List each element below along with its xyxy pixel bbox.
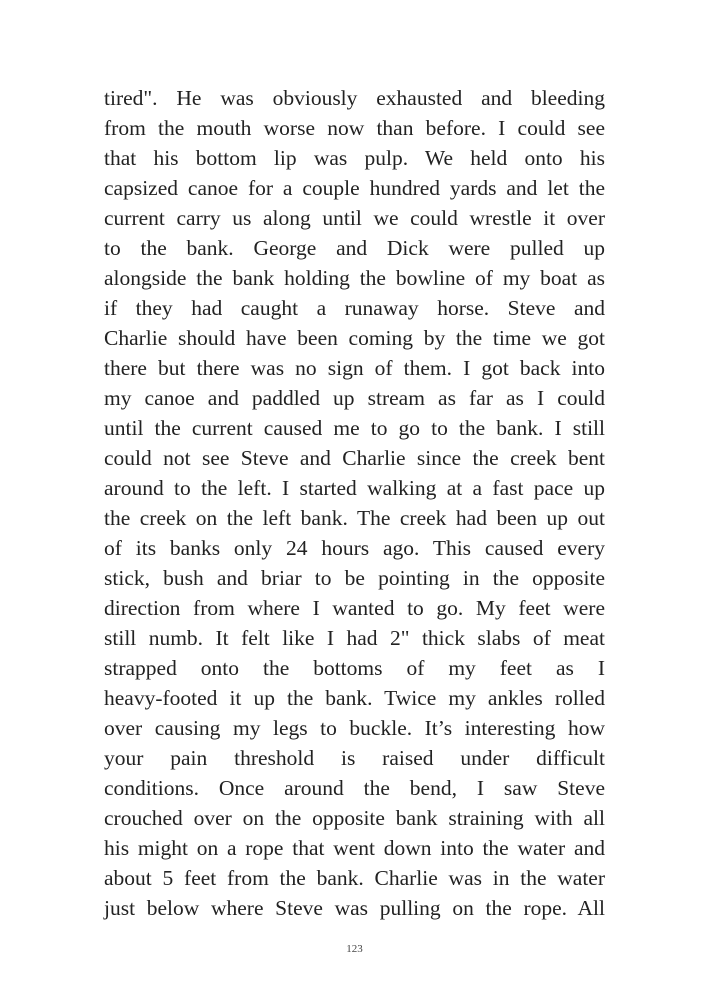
- text-line: stick, bush and briar to be pointing in the opposite: [104, 566, 605, 590]
- text-line: over causing my legs to buckle. It’s interesting how: [104, 716, 605, 740]
- text-line: tired". He was obviously exhausted and bleeding: [104, 86, 605, 110]
- text-line: my canoe and paddled up stream as far as I could: [104, 386, 605, 410]
- text-line: to the bank. George and Dick were pulled up: [104, 236, 605, 260]
- page-number: 123: [346, 943, 363, 955]
- text-line: direction from where I wanted to go. My feet were: [104, 596, 605, 620]
- body-paragraph: [104, 83, 605, 923]
- text-line: his might on a rope that went down into the water and: [104, 836, 605, 860]
- text-line: from the mouth worse now than before. I could see: [104, 116, 605, 140]
- text-line: conditions. Once around the bend, I saw Steve: [104, 776, 605, 800]
- text-line: that his bottom lip was pulp. We held onto his: [104, 146, 605, 170]
- text-line: about 5 feet from the bank. Charlie was in the water: [104, 866, 605, 890]
- text-line: alongside the bank holding the bowline of my boat as: [104, 266, 605, 290]
- text-line: of its banks only 24 hours ago. This caused every: [104, 536, 605, 560]
- text-line: there but there was no sign of them. I got back into: [104, 356, 605, 380]
- text-line: your pain threshold is raised under difficult: [104, 746, 605, 770]
- text-line: if they had caught a runaway horse. Steve and: [104, 296, 605, 320]
- text-line: crouched over on the opposite bank straining with all: [104, 806, 605, 830]
- text-line: heavy-footed it up the bank. Twice my ankles rolled: [104, 686, 605, 710]
- text-line: current carry us along until we could wrestle it over: [104, 206, 605, 230]
- text-line: still numb. It felt like I had 2" thick slabs of meat: [104, 626, 605, 650]
- text-line: Charlie should have been coming by the time we got: [104, 326, 605, 350]
- text-line: strapped onto the bottoms of my feet as I: [104, 656, 605, 680]
- text-line: could not see Steve and Charlie since the creek bent: [104, 446, 605, 470]
- text-line: just below where Steve was pulling on the rope. All: [104, 896, 605, 920]
- text-line: around to the left. I started walking at a fast pace up: [104, 476, 605, 500]
- text-line: until the current caused me to go to the bank. I still: [104, 416, 605, 440]
- text-line: capsized canoe for a couple hundred yards and let the: [104, 176, 605, 200]
- text-line: the creek on the left bank. The creek had been up out: [104, 506, 605, 530]
